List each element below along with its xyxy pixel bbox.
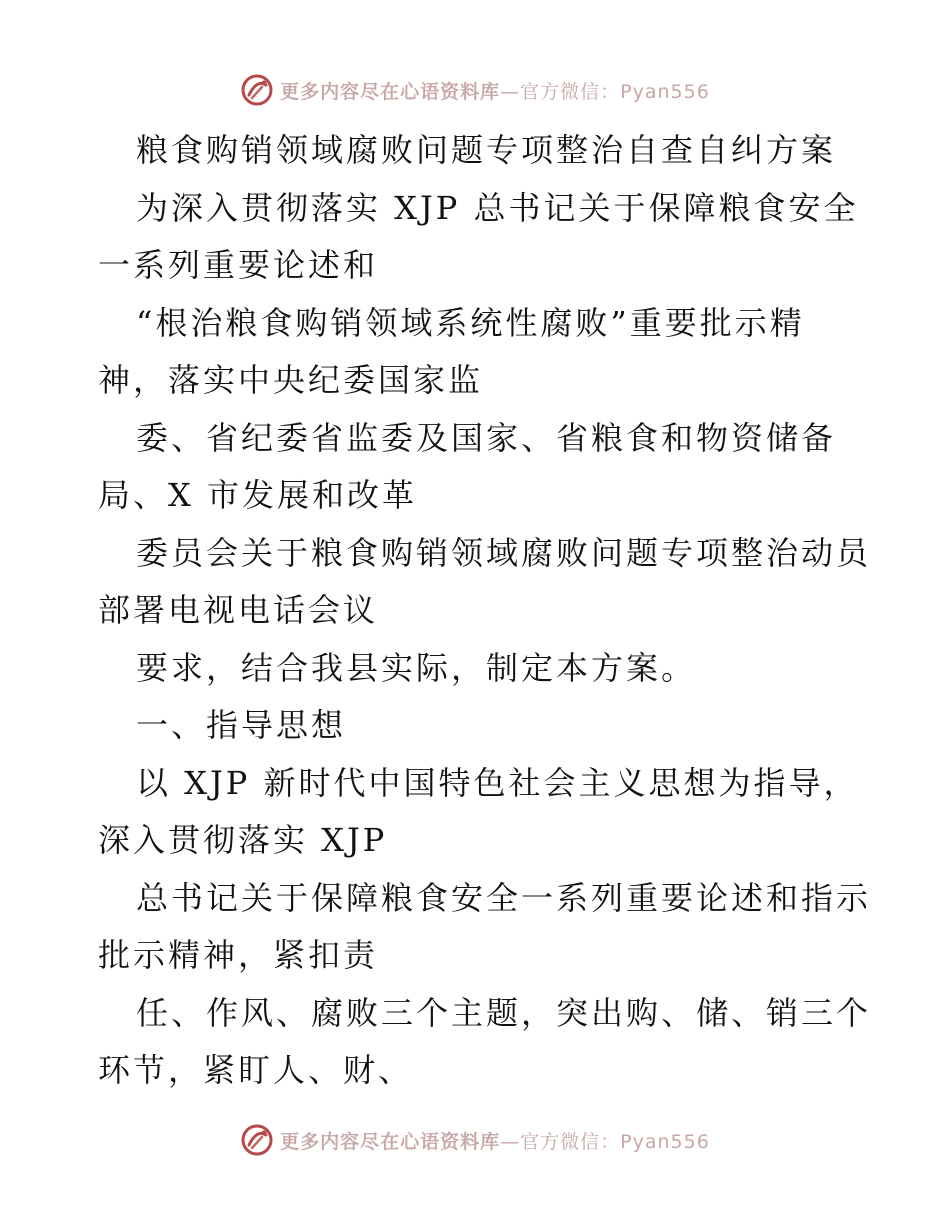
paragraph-line: 任、作风、腐败三个主题，突出购、储、销三个: [136, 993, 872, 1032]
footer-banner: [0, 1120, 950, 1160]
brand-logo-icon: [240, 73, 274, 107]
brand-logo-icon: [240, 1123, 274, 1157]
header-banner: [0, 70, 950, 110]
paragraph-line: 部署电视电话会议: [98, 591, 379, 629]
section-heading: 一、指导思想: [136, 706, 347, 744]
document-body: [98, 122, 888, 1100]
paragraph-line: 委、省纪委省监委及国家、省粮食和物资储备: [136, 418, 837, 457]
header-site-text: 更多内容尽在心语资料库: [280, 80, 501, 103]
footer-site-text: 更多内容尽在心语资料库: [280, 1130, 501, 1153]
paragraph-line: “根治粮食购销领域系统性腐败”重要批示精: [136, 303, 805, 342]
paragraph-line: 委员会关于粮食购销领域腐败问题专项整治动员: [136, 533, 872, 572]
header-wechat-text: —官方微信：Pyan556: [500, 80, 710, 103]
paragraph-line: 环节，紧盯人、财、: [98, 1051, 414, 1089]
paragraph-line: 总书记关于保障粮食安全一系列重要论述和指示: [136, 878, 872, 917]
paragraph-line: 神，落实中央纪委国家监: [98, 361, 484, 399]
paragraph-line: 以 XJP 新时代中国特色社会主义思想为指导，: [136, 763, 859, 802]
paragraph-line: 局、X 市发展和改革: [98, 476, 417, 514]
paragraph-line: 为深入贯彻落实 XJP 总书记关于保障粮食安全: [136, 188, 859, 227]
footer-wechat-text: —官方微信：Pyan556: [500, 1130, 710, 1153]
paragraph-line: 一系列重要论述和: [98, 246, 379, 284]
paragraph-line: 批示精神，紧扣责: [98, 936, 379, 974]
paragraph-line: 深入贯彻落实 XJP: [98, 821, 388, 859]
paragraph-line: 要求，结合我县实际，制定本方案。: [136, 648, 697, 687]
document-title: 粮食购销领域腐败问题专项整治自查自纠方案: [136, 131, 837, 169]
